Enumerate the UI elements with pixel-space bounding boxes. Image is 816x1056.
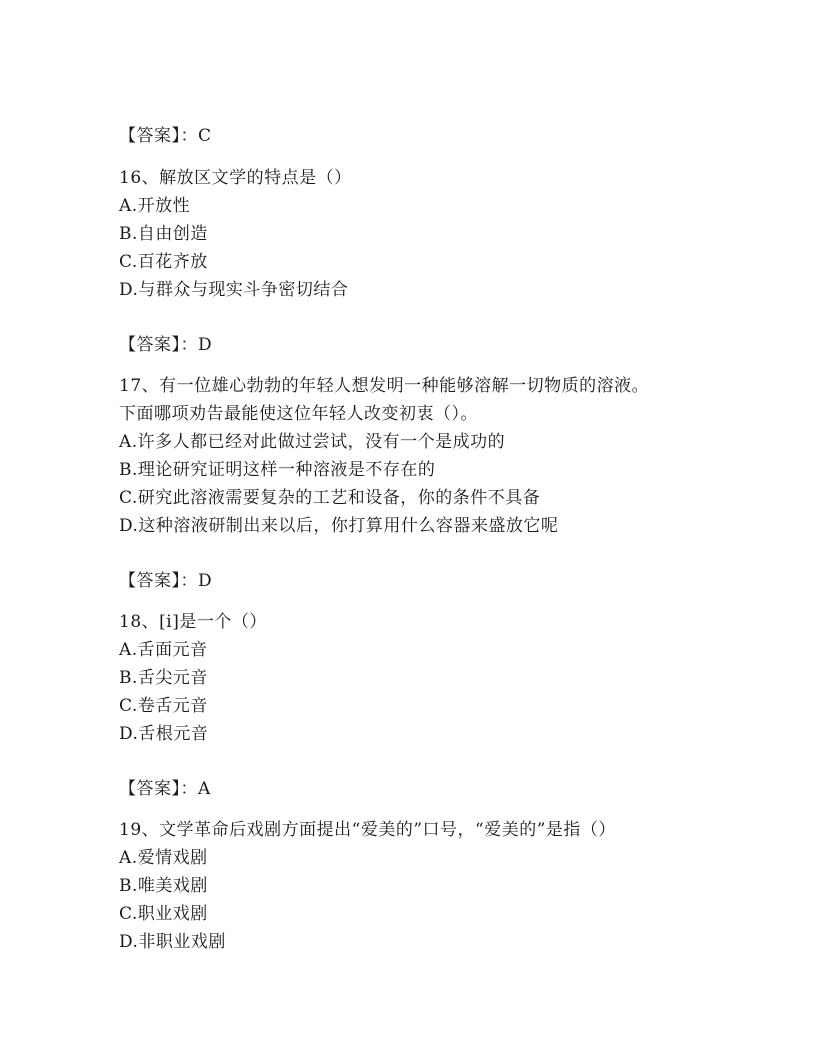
option-b: B.理论研究证明这样一种溶液是不存在的 [119, 460, 436, 480]
question-stem: 17、有一位雄心勃勃的年轻人想发明一种能够溶解一切物质的溶液。 [119, 376, 650, 396]
option-d: D.舌根元音 [119, 724, 209, 744]
answer-line: 【答案】：D [119, 335, 213, 355]
option-b: B.舌尖元音 [119, 668, 208, 688]
option-b: B.自由创造 [119, 224, 208, 244]
option-c: C.研究此溶液需要复杂的工艺和设备，你的条件不具备 [119, 488, 541, 508]
question-stem: 18、[i]是一个（） [119, 612, 267, 632]
option-d: D.非职业戏剧 [119, 932, 226, 952]
option-d: D.这种溶液研制出来以后，你打算用什么容器来盛放它呢 [119, 516, 559, 536]
answer-line: 【答案】：A [119, 779, 211, 799]
option-a: A.爱情戏剧 [119, 848, 208, 868]
option-c: C.职业戏剧 [119, 904, 208, 924]
answer-line: 【答案】：C [119, 126, 212, 146]
answer-line: 【答案】：D [119, 571, 213, 591]
option-a: A.开放性 [119, 196, 191, 216]
option-c: C.卷舌元音 [119, 696, 208, 716]
option-b: B.唯美戏剧 [119, 876, 208, 896]
question-stem: 16、解放区文学的特点是（） [119, 168, 352, 188]
question-stem-continued: 下面哪项劝告最能使这位年轻人改变初衷（）。 [119, 404, 478, 424]
option-d: D.与群众与现实斗争密切结合 [119, 280, 349, 300]
option-c: C.百花齐放 [119, 252, 208, 272]
option-a: A.许多人都已经对此做过尝试，没有一个是成功的 [119, 432, 506, 452]
option-a: A.舌面元音 [119, 640, 208, 660]
question-stem: 19、文学革命后戏剧方面提出“爱美的”口号，“爱美的”是指（） [119, 820, 616, 840]
